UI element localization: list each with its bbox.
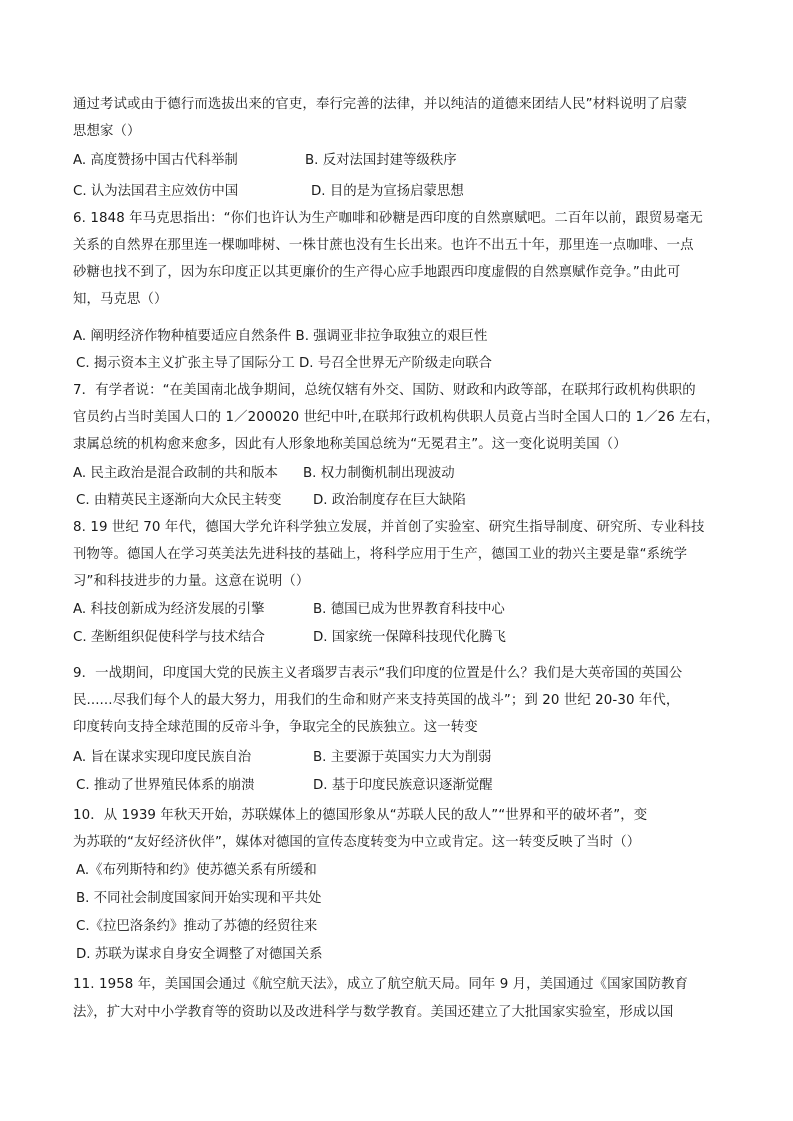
q7-option-b: B. 权力制衡机制出现波动 [303, 466, 455, 481]
q11-stem-line2: 法》，扩大对中小学教育等的资助以及改进科学与数学教育。美国还建立了大批国家实验室，形成以国 [73, 1005, 674, 1020]
q6-options-ab: A. 阐明经济作物种植要适应自然条件 B. 强调亚非拉争取独立的艰巨性 [73, 329, 488, 344]
q9-option-b: B. 主要源于英国实力大为削弱 [313, 750, 492, 765]
q6-stem-line3: 砂糖也找不到了，因为东印度正以其更廉价的生产得心应手地跟西印度虚假的自然禀赋作竞争。”由此可 [73, 265, 681, 280]
q10-stem-line1: 10．从 1939 年秋天开始，苏联媒体上的德国形象从“苏联人民的敌人”“世界和平的破坏者”，变 [73, 808, 648, 823]
q10-option-b: B. 不同社会制度国家间开始实现和平共处 [76, 891, 322, 906]
q5-option-d: D. 目的是为宣扬启蒙思想 [311, 184, 464, 199]
q7-stem-line1: 7．有学者说：“在美国南北战争期间，总统仅辖有外交、国防、财政和内政等部，在联邦行政机构供职的 [73, 383, 696, 398]
q9-stem-line3: 印度转向支持全球范围的反帝斗争，争取完全的民族独立。这一转变 [73, 720, 478, 735]
q8-stem-line3: 习”和科技进步的力量。这意在说明（） [73, 574, 310, 589]
q5-stem-line2: 思想家（） [73, 124, 141, 139]
q5-option-b: B. 反对法国封建等级秩序 [305, 153, 457, 168]
q10-option-d: D. 苏联为谋求自身安全调整了对德国关系 [76, 947, 323, 962]
q8-stem-line2: 刊物等。德国人在学习英美法先进科技的基础上，将科学应用于生产，德国工业的勃兴主要是靠“系统学 [73, 547, 688, 562]
q9-stem-line1: 9．一战期间，印度国大党的民族主义者瑙罗吉表示“我们印度的位置是什么？我们是大英帝国的英国公 [73, 666, 683, 681]
q9-option-a: A. 旨在谋求实现印度民族自治 [73, 750, 252, 765]
q7-stem-line3: 隶属总统的机构愈来愈多，因此有人形象地称美国总统为“无冕君主”。这一变化说明美国（） [73, 437, 627, 452]
q11-stem-line1: 11. 1958 年，美国国会通过《航空航天法》，成立了航空航天局。同年 9 月，美国通过《国家国防教育 [73, 977, 689, 992]
q7-option-c: C. 由精英民主逐渐向大众民主转变 [76, 493, 282, 508]
q8-stem-line1: 8. 19 世纪 70 年代，德国大学允许科学独立发展，并首创了实验室、研究生指导制度、研究所、专业科技 [73, 520, 705, 535]
q10-option-a: A.《布列斯特和约》使苏德关系有所缓和 [76, 863, 317, 878]
q7-option-d: D. 政治制度存在巨大缺陷 [313, 493, 466, 508]
q9-option-c: C. 推动了世界殖民体系的崩溃 [76, 778, 255, 793]
q5-option-a: A. 高度赞扬中国古代科举制 [73, 153, 238, 168]
q6-options-cd: C. 揭示资本主义扩张主导了国际分工 D. 号召全世界无产阶级走向联合 [76, 356, 492, 371]
q10-stem-line2: 为苏联的“友好经济伙伴”，媒体对德国的宣传态度转变为中立或肯定。这一转变反映了当时（） [73, 835, 641, 850]
q8-option-d: D. 国家统一保障科技现代化腾飞 [313, 630, 506, 645]
q5-stem-line1: 通过考试或由于德行而选拔出来的官吏，奉行完善的法律，并以纯洁的道德来团结人民”材料说明了启蒙 [73, 97, 688, 112]
q8-option-c: C. 垄断组织促使科学与技术结合 [73, 630, 265, 645]
q9-option-d: D. 基于印度民族意识逐渐觉醒 [313, 778, 493, 793]
q8-option-a: A. 科技创新成为经济发展的引擎 [73, 602, 265, 617]
q8-option-b: B. 德国已成为世界教育科技中心 [313, 602, 505, 617]
q7-stem-line2: 官员约占当时美国人口的 1／200020 世纪中叶,在联邦行政机构供职人员竟占当时全国人口的 1／26 左右， [73, 410, 720, 425]
q5-option-c: C. 认为法国君主应效仿中国 [73, 184, 239, 199]
q10-option-c: C.《拉巴洛条约》推动了苏德的经贸往来 [76, 919, 318, 934]
q6-stem-line2: 关系的自然界在那里连一棵咖啡树、一株甘蔗也没有生长出来。也许不出五十年，那里连一点咖啡、一点 [73, 238, 694, 253]
q7-option-a: A. 民主政治是混合政制的共和版本 [73, 466, 278, 481]
q6-stem-line1: 6. 1848 年马克思指出：“你们也许认为生产咖啡和砂糖是西印度的自然禀赋吧。二百年以前，跟贸易毫无 [73, 211, 703, 226]
q9-stem-line2: 民......尽我们每个人的最大努力，用我们的生命和财产来支持英国的战斗”；到 20 世纪 20-30 年代， [73, 693, 680, 708]
q6-stem-line4: 知，马克思（） [73, 292, 168, 307]
